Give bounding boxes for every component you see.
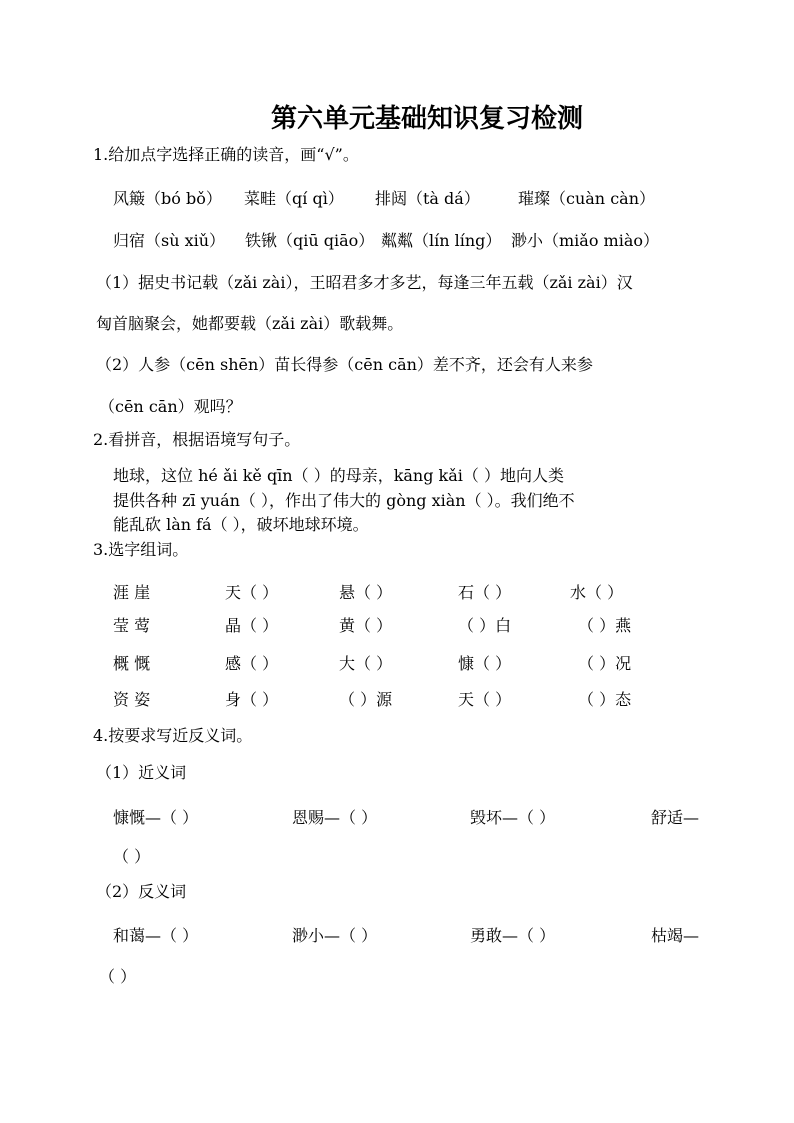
q1-item: 排闼（tà dá） [375,189,480,208]
q3-blank: （ ）白 [458,616,512,635]
q4-synonym-label: （1）近义词 [96,763,187,782]
q1-sentence1-line2: 匈首脑聚会，她都要载（zǎi zài）歌载舞。 [96,314,404,333]
q1-sentence2-line2: （cēn cān）观吗？ [99,397,242,416]
q3-char-pair: 概 慨 [113,654,151,673]
q1-sentence1-line1: （1）据史书记载（zǎi zài），王昭君多才多艺，每逢三年五载（zǎi zài）汉 [96,273,633,292]
q1-item: 粼粼（lín líng） [381,231,502,250]
q3-blank: 天（ ） [458,690,512,709]
q4-synonym-item: 毁坏—（ ） [470,808,556,827]
q3-heading: 3.选字组词。 [93,540,189,559]
q3-blank: 身（ ） [225,690,279,709]
q3-blank: 水（ ） [570,583,624,602]
q3-blank: 晶（ ） [225,616,279,635]
q4-heading: 4.按要求写近反义词。 [93,726,253,745]
q3-blank: 慷（ ） [458,654,512,673]
q2-line2: 提供各种 zī yuán（ ），作出了伟大的 gòng xiàn（ ）。我们绝不 [113,491,575,510]
q2-line3: 能乱砍 làn fá（ ），破坏地球环境。 [113,515,369,534]
q1-item: 归宿（sù xiǔ） [113,231,226,250]
q3-blank: 大（ ） [339,654,393,673]
q1-heading: 1.给加点字选择正确的读音，画“√”。 [93,145,359,164]
q4-antonym-item: 勇敢—（ ） [470,926,556,945]
q3-blank: 黄（ ） [339,616,393,635]
q1-item: 铁锹（qiū qiāo） [245,231,375,250]
q2-line1: 地球，这位 hé ǎi kě qīn（ ）的母亲，kāng kǎi（ ）地向人类 [113,466,564,485]
q1-item: 璀璨（cuàn càn） [518,189,656,208]
q1-item: 风簸（bó bǒ） [113,189,222,208]
q4-synonym-item: 舒适— [651,808,700,827]
q3-char-pair: 资 姿 [113,690,151,709]
q3-blank: 悬（ ） [339,583,393,602]
q4-synonym-wrap: （ ） [113,847,151,866]
q4-synonym-item: 恩赐—（ ） [292,808,378,827]
q4-synonym-item: 慷慨—（ ） [113,808,199,827]
q1-sentence2-line1: （2）人参（cēn shēn）苗长得参（cēn cān）差不齐，还会有人来参 [96,355,593,374]
q4-antonym-wrap: （ ） [99,967,137,986]
q4-antonym-item: 枯竭— [651,926,700,945]
q3-blank: （ ）源 [339,690,393,709]
q3-char-pair: 莹 莺 [113,616,151,635]
q2-heading: 2.看拼音，根据语境写句子。 [93,430,301,449]
q3-blank: 石（ ） [458,583,512,602]
q3-blank: （ ）态 [578,690,632,709]
page-title: 第六单元基础知识复习检测 [270,104,583,134]
q3-blank: （ ）况 [578,654,632,673]
q3-char-pair: 涯 崖 [113,583,151,602]
q4-antonym-label: （2）反义词 [96,882,187,901]
q3-blank: 天（ ） [225,583,279,602]
q4-antonym-item: 和蔼—（ ） [113,926,199,945]
q3-blank: 感（ ） [225,654,279,673]
q1-item: 渺小（miǎo miào） [511,231,660,250]
q4-antonym-item: 渺小—（ ） [292,926,378,945]
q1-item: 菜畦（qí qì） [244,189,344,208]
q3-blank: （ ）燕 [578,616,632,635]
